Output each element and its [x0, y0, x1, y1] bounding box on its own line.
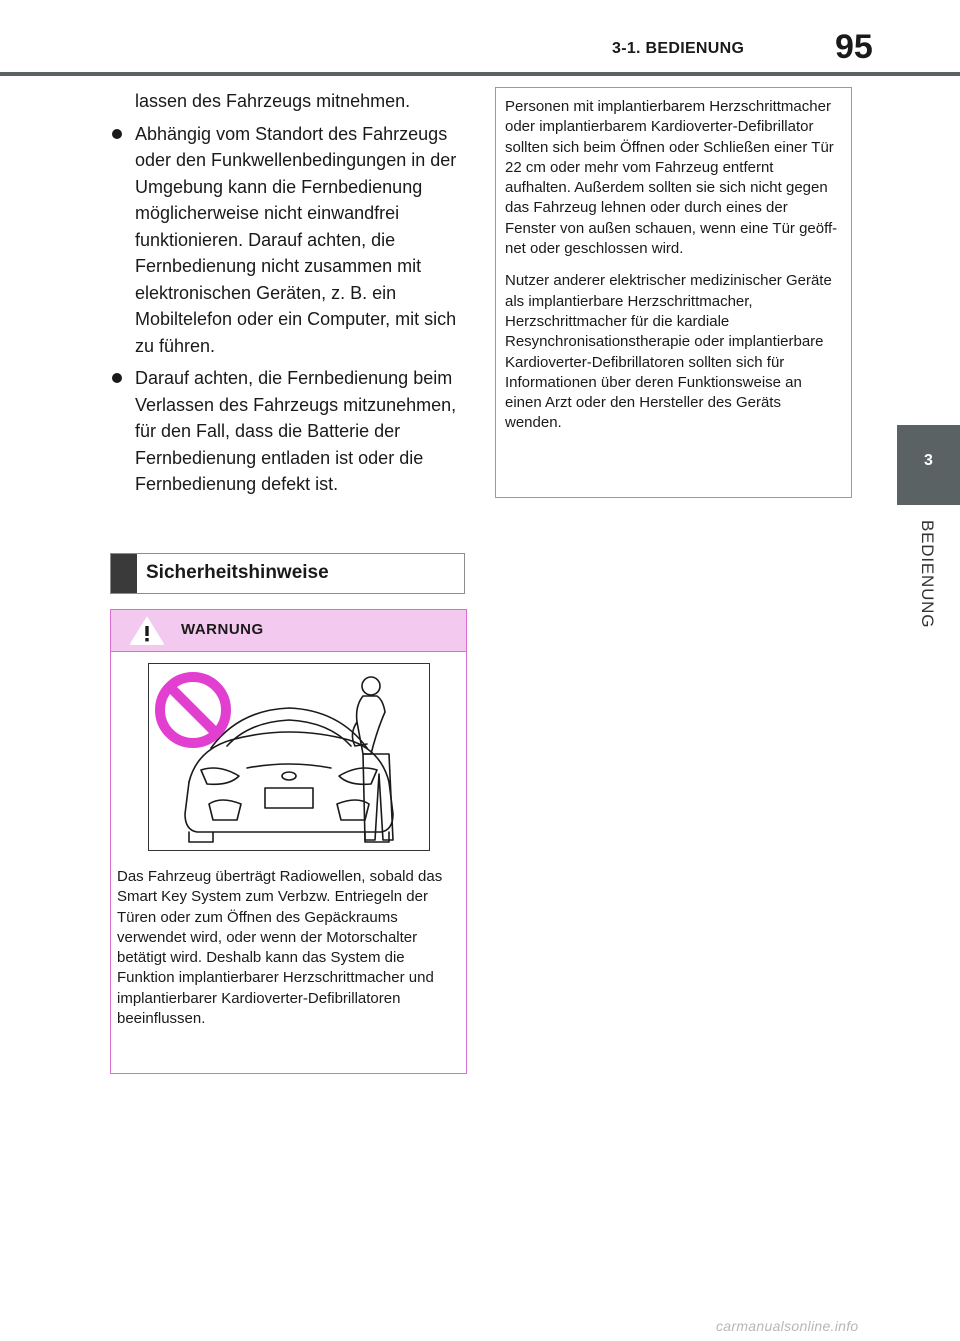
heading-marker: [111, 554, 137, 593]
safety-heading: [110, 553, 465, 594]
warning-triangle-icon: [129, 616, 165, 646]
bullet-item: [110, 121, 470, 360]
section-title: 3-1. BEDIENUNG: [612, 40, 745, 57]
info-paragraph: Personen mit implantierbarem Herzschrittmacher oder implantierbarem Kardioverter-Defibrillator sollten sich beim Öffnen oder Schließen einer Tür 22 cm oder mehr vom Fahrzeug entfernt aufhalten. Außerdem sollten sie sich nicht gegen das Fahrzeug lehnen oder durch eines der Fenster von außen schauen, wenn eine Tür geöffnet oder geschlossen wird.: [505, 98, 838, 258]
warning-text: Das Fahrzeug überträgt Radiowellen, sobald das Smart Key System zum Verbzw. Entriegeln der Türen oder zum Öffnen des Gepäckraums verwendet wird, oder wenn der Motorschalter betätigt wird. Deshalb kann das System die Funktion implantierbarer Herzschrittmacher und implantierbarer Kardioverter-Defibrillatoren beeinflussen.: [117, 868, 443, 1028]
bullet-text: Darauf achten, die Fernbedienung beim Verlassen des Fahrzeugs mitzunehmen, für den Fall, dass die Batterie der Fernbedienung entladen ist oder die Fernbedienung defekt ist.: [135, 368, 457, 494]
page-number: 95: [835, 28, 873, 66]
car-person-drawing: [149, 664, 429, 850]
warning-header: [111, 610, 466, 652]
warning-box: [110, 609, 467, 1074]
info-box: [495, 87, 852, 498]
warning-label: WARNUNG: [181, 621, 264, 638]
bullet-item: [110, 365, 470, 498]
safety-heading-text: Sicherheitshinweise: [146, 562, 329, 583]
bullet-icon: [112, 373, 122, 383]
info-paragraph: Nutzer anderer elektrischer medizinischer Geräte als implantierbare Herzschrittmacher, Herzschrittmacher für die kardiale Resynchronisationstherapie oder implantierbare Kardioverter-Defibrillatoren sollten sich für Informationen über deren Funktionsweise an einen Arzt oder den Hersteller des Geräts wenden.: [505, 272, 832, 432]
bullet-text: Abhängig vom Standort des Fahrzeugs oder den Funkwellenbedingungen in der Umgebung kann die Fernbedienung möglicherweise nicht einwandfrei funktionieren. Darauf achten, die Fernbedienung nicht zusammen mit elektronischen Geräten, z. B. ein Mobiltelefon oder ein Computer, mit sich zu führen.: [135, 123, 457, 356]
chapter-tab-number: 3: [924, 452, 933, 469]
car-illustration: [148, 663, 430, 851]
bullet-icon: [112, 129, 122, 139]
watermark: carmanualsonline.info: [716, 1318, 859, 1334]
chapter-tab-label: BEDIENUNG: [918, 520, 937, 629]
header-rule: [0, 72, 960, 76]
continuation-text: lassen des Fahrzeugs mitnehmen.: [135, 91, 411, 111]
left-column: [110, 88, 470, 498]
